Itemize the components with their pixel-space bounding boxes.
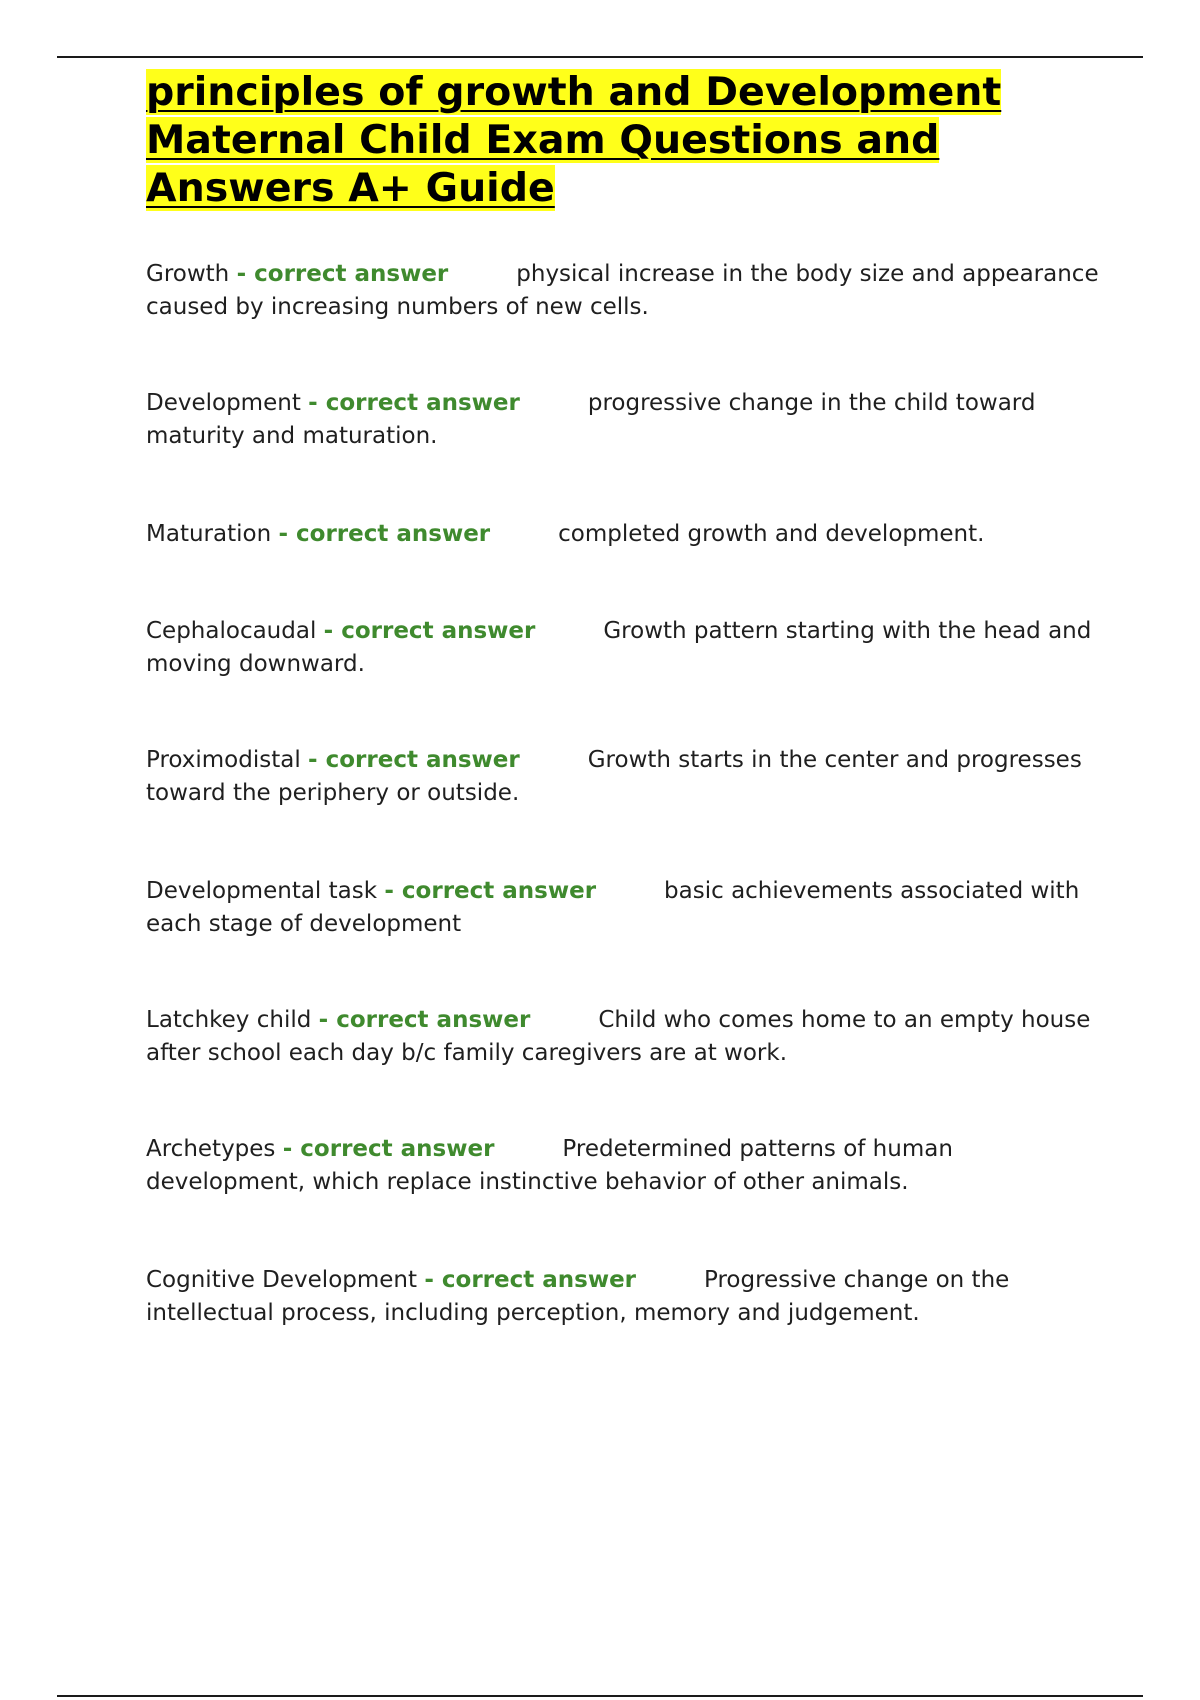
qa-term: Cephalocaudal: [146, 618, 317, 644]
qa-answer: Predetermined patterns of human development, which replace instinctive behavior of other animals.: [146, 1136, 953, 1195]
qa-separator: - correct answer: [323, 618, 536, 644]
qa-separator: - correct answer: [278, 521, 491, 547]
qa-term: Cognitive Development: [146, 1267, 418, 1293]
qa-item: [146, 258, 1106, 324]
qa-answer: Progressive change on the intellectual process, including perception, memory and judgement.: [146, 1267, 1010, 1326]
document-title-text: principles of growth and Development Maternal Child Exam Questions and Answers A+ Guide: [146, 69, 1002, 211]
qa-term: Latchkey child: [146, 1007, 312, 1033]
qa-separator: - correct answer: [308, 747, 520, 773]
qa-separator: - correct answer: [308, 390, 520, 416]
qa-term: Archetypes: [146, 1136, 276, 1162]
qa-separator: - correct answer: [384, 878, 597, 904]
qa-separator: - correct answer: [282, 1136, 495, 1162]
qa-answer: Growth pattern starting with the head and moving downward.: [146, 618, 1092, 677]
qa-item: [146, 1004, 1106, 1070]
qa-item: [146, 387, 1106, 453]
qa-item: [146, 518, 1106, 551]
qa-item: [146, 615, 1106, 681]
qa-item: [146, 1133, 1106, 1199]
bottom-rule: [57, 1695, 1143, 1697]
qa-item: [146, 744, 1106, 810]
qa-item: [146, 1264, 1106, 1330]
qa-term: Proximodistal: [146, 747, 301, 773]
qa-separator: - correct answer: [424, 1267, 637, 1293]
qa-list: [146, 258, 1106, 1330]
qa-answer: progressive change in the child toward maturity and maturation.: [146, 390, 1036, 449]
qa-term: Development: [146, 390, 301, 416]
qa-answer: Child who comes home to an empty house after school each day b/c family caregivers are at work.: [146, 1007, 1091, 1066]
document-title: [146, 68, 1106, 212]
qa-answer: Growth starts in the center and progresses toward the periphery or outside.: [146, 747, 1082, 806]
qa-answer: physical increase in the body size and appearance caused by increasing numbers of new cells.: [146, 261, 1099, 320]
qa-term: Maturation: [146, 521, 272, 547]
top-rule: [57, 56, 1143, 58]
qa-term: Developmental task: [146, 878, 378, 904]
document-body: [146, 68, 1106, 1330]
qa-separator: - correct answer: [236, 261, 449, 287]
qa-answer: completed growth and development.: [558, 521, 985, 547]
qa-answer: basic achievements associated with each stage of development: [146, 878, 1080, 937]
qa-separator: - correct answer: [318, 1007, 531, 1033]
qa-term: Growth: [146, 261, 230, 287]
qa-item: [146, 875, 1106, 941]
